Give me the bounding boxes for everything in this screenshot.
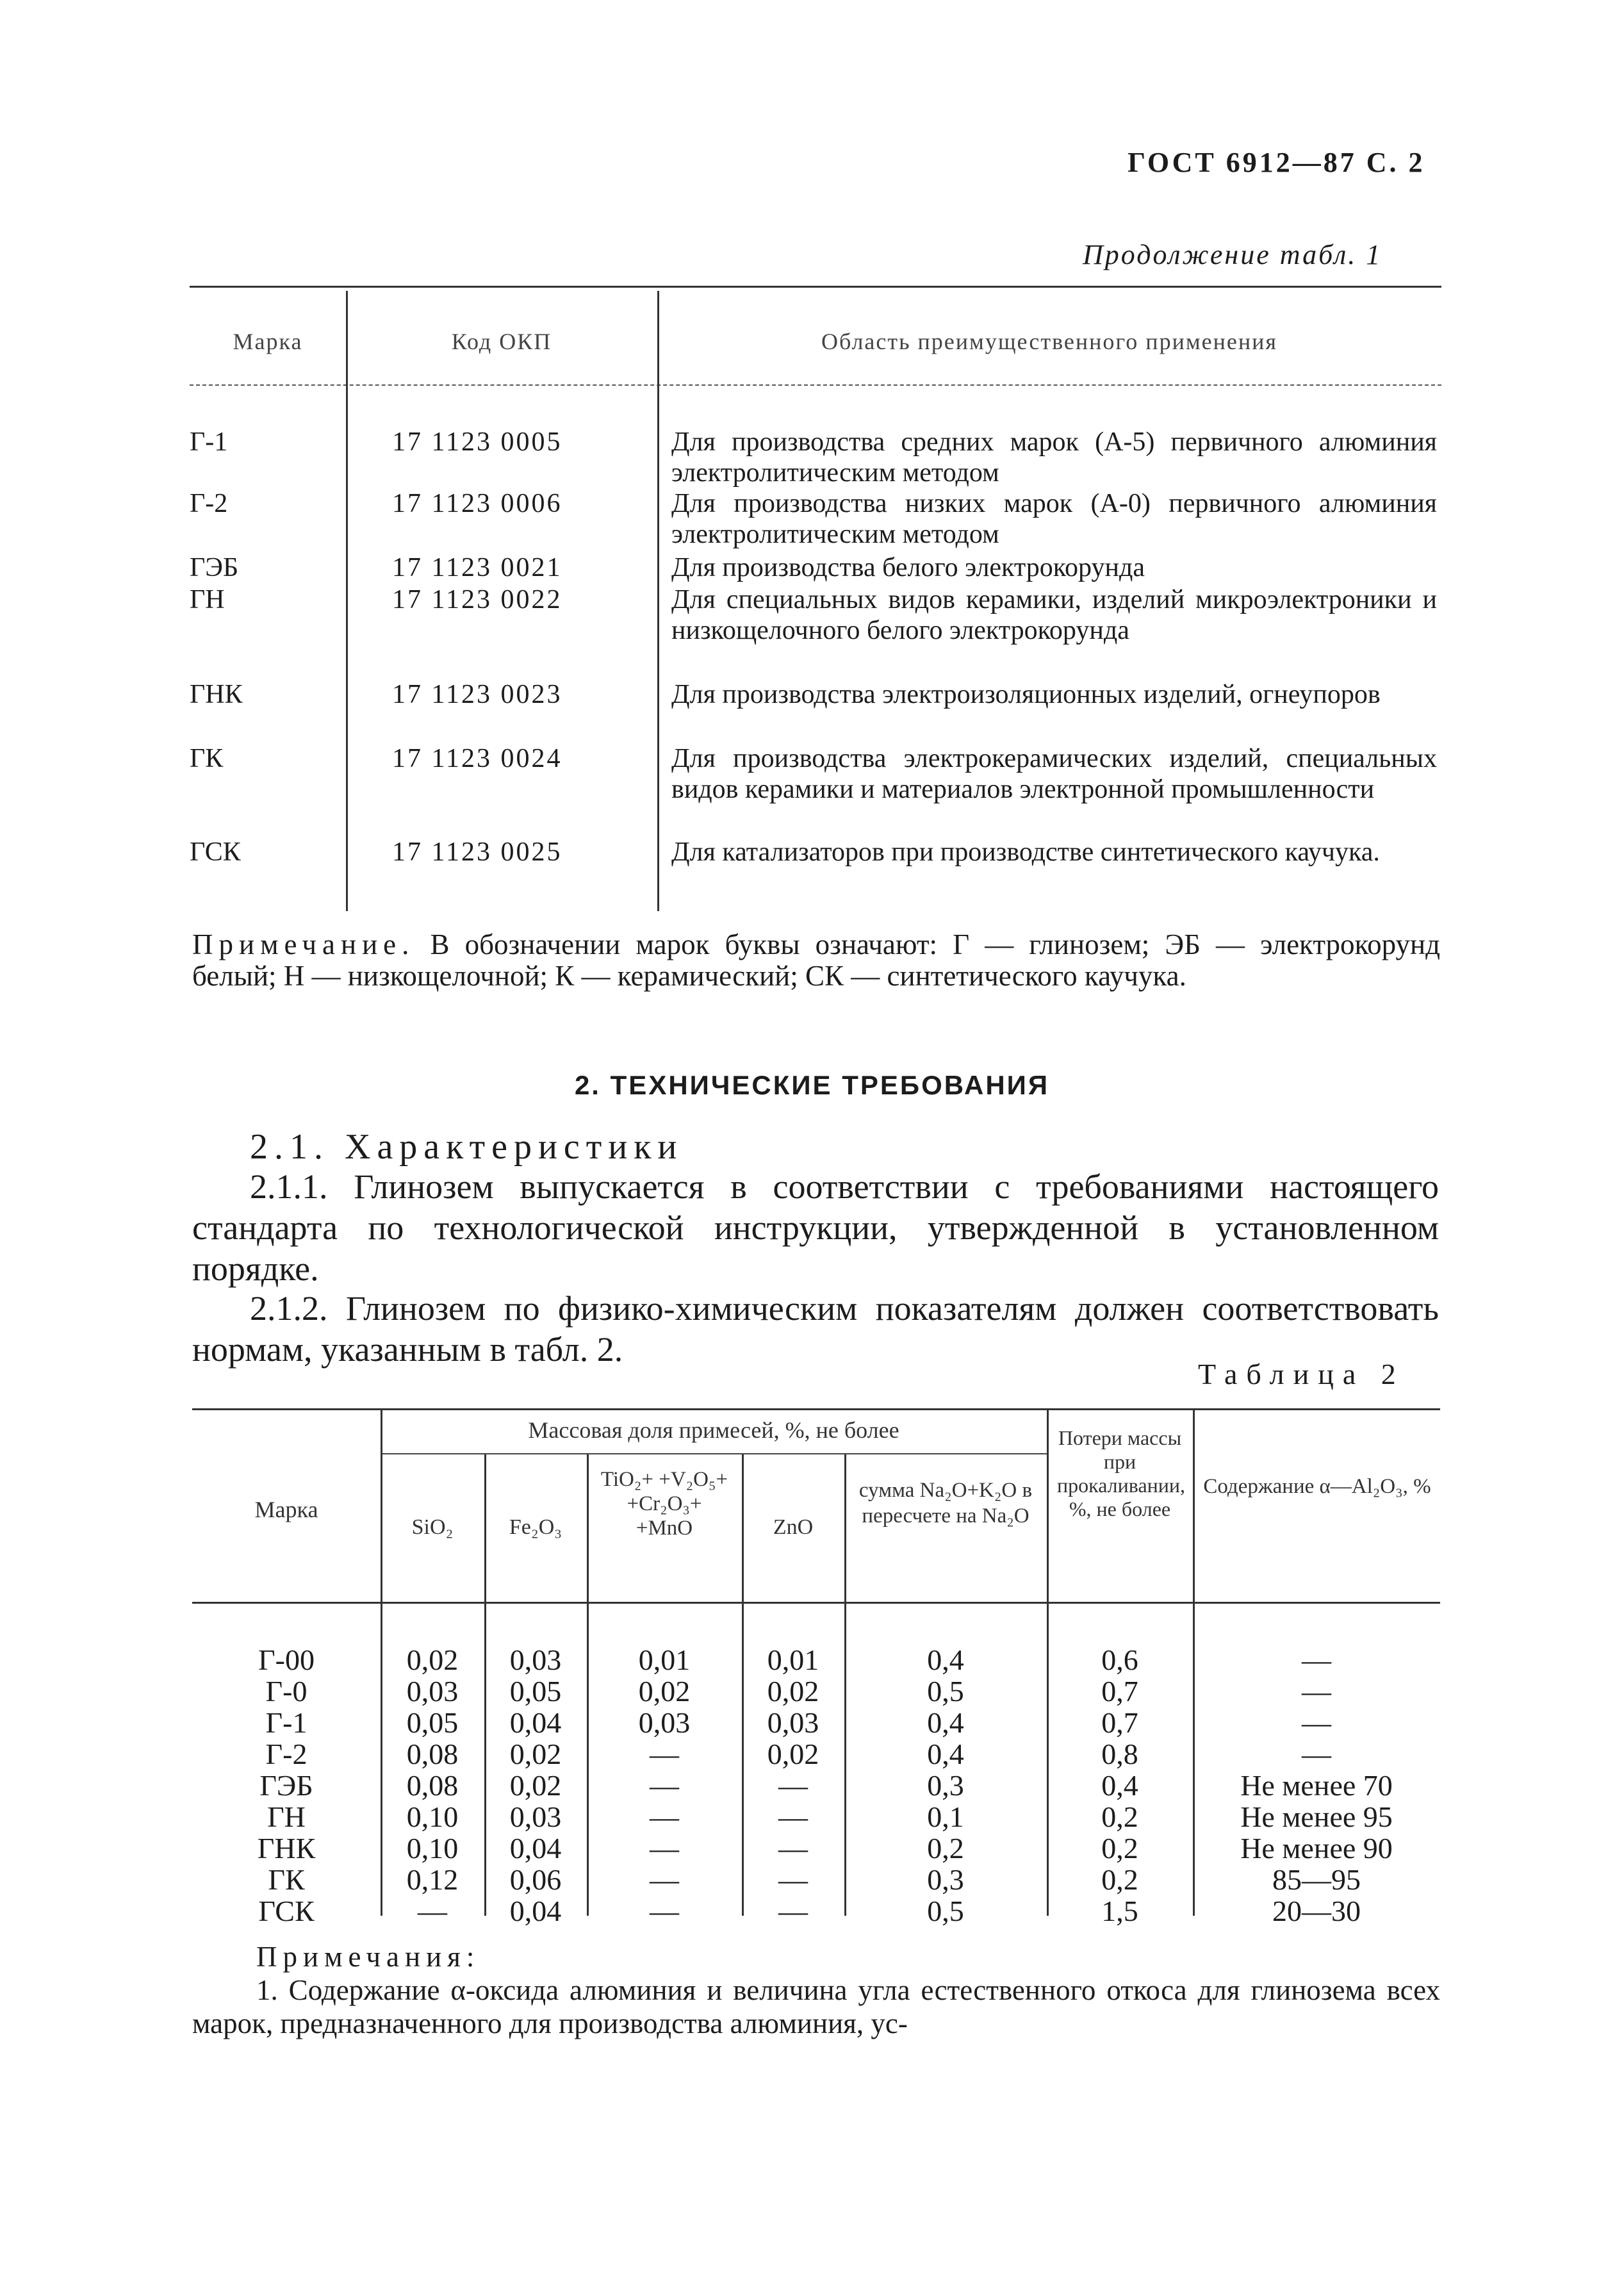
table2-notes [192, 1940, 1440, 2040]
table2-cell: 0,10 [406, 1832, 459, 1865]
table2-top-rule [192, 1408, 1440, 1410]
table1-mark: Г-2 [190, 489, 228, 518]
table1-mark: ГН [190, 585, 225, 614]
table2-cell: Не менее 70 [1240, 1769, 1393, 1802]
table2-cell: 0,04 [509, 1832, 562, 1865]
table1-area: Для производства средних марок (А-5) первичного алюминия электролитическим методом [671, 427, 1437, 488]
table1-header-code: Код ОКП [451, 329, 552, 354]
table2-header-alpha: Содержание α—Al₂O₃, % [1203, 1475, 1431, 1498]
table-continuation-label: Продолжение табл. 1 [1083, 239, 1382, 270]
table1-area: Для специальных видов керамики, изделий микроэлектроники и низкощелочного белого электрокорунда [671, 585, 1437, 645]
table2-cell: 0,8 [1101, 1738, 1138, 1770]
table2-cell: — [1302, 1675, 1331, 1708]
table2-cell-mark: ГК [268, 1863, 305, 1896]
table2-cell: 0,06 [509, 1863, 562, 1896]
table2-cell: — [778, 1769, 808, 1802]
table2-cell: 0,03 [767, 1706, 819, 1739]
table1-code: 17 1123 0025 [392, 837, 562, 867]
table1-area: Для производства электроизоляционных изделий, огнеупоров [671, 680, 1381, 709]
paragraph-2-1-1: 2.1.1. Глинозем выпускается в соответствии с требованиями настоящего стандарта по технологической инструкции, утвержденной в установленном порядке. [192, 1167, 1439, 1288]
table2-cell: 0,2 [927, 1832, 964, 1865]
table2-cell: 0,08 [406, 1738, 459, 1770]
note-label: Примечание. [192, 928, 415, 960]
table1-col-divider-2 [657, 291, 659, 911]
document-code: ГОСТ 6912—87 С. 2 [1128, 147, 1425, 178]
table1-code: 17 1123 0021 [392, 553, 562, 582]
table1-mark: ГНК [190, 680, 243, 709]
table2-cell: — [778, 1800, 808, 1833]
table2-cell: 0,4 [927, 1643, 964, 1676]
table2-cell-mark: Г-1 [265, 1706, 308, 1739]
table1-mark: ГСК [190, 837, 241, 867]
table2-cell-mark: ГНК [257, 1832, 316, 1865]
table1-mark: ГЭБ [190, 553, 239, 582]
table2-header-tio2: TiO₂+ +V₂O₅+ +Cr₂O₃+ +MnO [600, 1468, 728, 1540]
table2-cell: 0,12 [406, 1863, 459, 1896]
table2-cell: Не менее 95 [1240, 1800, 1393, 1833]
table1-code: 17 1123 0022 [392, 585, 562, 614]
table2-cell: 0,3 [927, 1863, 964, 1896]
table1-area: Для производства низких марок (А-0) первичного алюминия электролитическим методом [671, 489, 1437, 549]
table2-cell: — [418, 1895, 447, 1927]
table2-cell: 0,01 [638, 1643, 691, 1676]
table2-cell: 0,4 [927, 1706, 964, 1739]
table2-cell: 0,7 [1101, 1675, 1138, 1708]
table2-header-rule [192, 1602, 1440, 1604]
table2-cell: 0,03 [406, 1675, 459, 1708]
table2-cell: 0,2 [1101, 1832, 1138, 1865]
table2-cell: 0,02 [509, 1769, 562, 1802]
section-title: 2. ТЕХНИЧЕСКИЕ ТРЕБОВАНИЯ [574, 1070, 1050, 1100]
table2-cell: 0,04 [509, 1895, 562, 1927]
table2-cell: — [1302, 1738, 1331, 1770]
table2-cell: 0,05 [406, 1706, 459, 1739]
table2-cell: 0,2 [1101, 1863, 1138, 1896]
table2-cell: 0,6 [1101, 1643, 1138, 1676]
table2-cell: 0,02 [509, 1738, 562, 1770]
table2-cell: — [650, 1863, 679, 1896]
table2-header-mark: Марка [254, 1497, 318, 1522]
table1-area: Для катализаторов при производстве синтетического каучука. [671, 837, 1380, 867]
table2-cell: 0,4 [1101, 1769, 1138, 1802]
table2-cell: 0,5 [927, 1675, 964, 1708]
table2-cell: 0,02 [638, 1675, 691, 1708]
table2-cell: — [1302, 1643, 1331, 1676]
table2-cell: 0,03 [509, 1643, 562, 1676]
table2-cell: — [778, 1863, 808, 1896]
table2-cell: — [650, 1832, 679, 1865]
table1-mark: Г-1 [190, 427, 228, 457]
table1-code: 17 1123 0006 [392, 489, 562, 518]
table2-cell: — [650, 1738, 679, 1770]
table2-cell: 0,03 [638, 1706, 691, 1739]
table2-cell: 0,10 [406, 1800, 459, 1833]
table1-col-divider-1 [346, 291, 348, 911]
table2-cell: 0,5 [927, 1895, 964, 1927]
table1-code: 17 1123 0024 [392, 744, 562, 773]
table2-cell: 0,4 [927, 1738, 964, 1770]
notes-label: Примечания: [256, 1941, 480, 1973]
table2-cell: — [650, 1800, 679, 1833]
table1-top-rule [190, 286, 1441, 288]
table2-cell-mark: Г-00 [258, 1643, 315, 1676]
table2-cell-mark: Г-0 [265, 1675, 308, 1708]
table2-cell: — [650, 1895, 679, 1927]
table2-cell-mark: ГЭБ [259, 1769, 313, 1802]
notes-text: 1. Содержание α-оксида алюминия и величина угла естественного откоса для глинозема всех марок, предназначенного для производства алюминия, ус- [192, 1974, 1440, 2039]
table2-caption: Таблица 2 [1198, 1358, 1405, 1390]
table2-cell: 85—95 [1272, 1863, 1361, 1896]
table2-cell: 0,01 [767, 1643, 819, 1676]
table2-cell: 20—30 [1272, 1895, 1361, 1927]
table1-header-mark: Марка [233, 329, 303, 354]
subsection-title: 2.1. Характеристики [250, 1127, 684, 1167]
table2-cell: — [650, 1769, 679, 1802]
table1-area: Для производства белого электрокорунда [671, 553, 1145, 582]
table2-cell: 0,03 [509, 1800, 562, 1833]
table2-cell: 0,7 [1101, 1706, 1138, 1739]
table1-header-rule [190, 384, 1441, 386]
table1-area: Для производства электрокерамических изделий, специальных видов керамики и материалов электронной промышленности [671, 744, 1437, 804]
table2-header-group: Массовая доля примесей, %, не более [528, 1417, 899, 1443]
table2-cell: — [778, 1895, 808, 1927]
table2-cell: — [778, 1832, 808, 1865]
paragraph-2-1-2: 2.1.2. Глинозем по физико-химическим показателям должен соответствовать нормам, указанным в табл. 2. [192, 1289, 1439, 1369]
note-text: В обозначении марок буквы означают: Г — глинозем; ЭБ — электрокорунд белый; Н — низкощелочной; К — керамический; СК — синтетического каучука. [192, 928, 1441, 992]
table2-cell: 0,04 [509, 1706, 562, 1739]
table2-header-fe2o3: Fe₂O₃ [509, 1515, 562, 1539]
table2-cell: 0,02 [767, 1738, 819, 1770]
table2-cell: 0,02 [767, 1675, 819, 1708]
table2-header-sio2: SiO₂ [411, 1515, 454, 1539]
table2-cell: 1,5 [1101, 1895, 1138, 1927]
table2-group-rule [381, 1453, 1047, 1454]
table2-cell: 0,2 [1101, 1800, 1138, 1833]
table2-cell: Не менее 90 [1240, 1832, 1393, 1865]
table2-cell: 0,02 [406, 1643, 459, 1676]
table2-header-loss: Потери массы при прокаливании, %, не более [1057, 1426, 1186, 1520]
table2-cell-mark: ГСК [258, 1895, 315, 1927]
table2-cell: 0,3 [927, 1769, 964, 1802]
table2-cell: — [1302, 1706, 1331, 1739]
table2-cell: 0,08 [406, 1769, 459, 1802]
table1-note [192, 929, 1440, 992]
table2-cell: 0,05 [509, 1675, 562, 1708]
table2-cell-mark: Г-2 [265, 1738, 308, 1770]
table1-code: 17 1123 0023 [392, 680, 562, 709]
table2-cell: 0,1 [927, 1800, 964, 1833]
table1-header-area: Область преимущественного применения [821, 329, 1277, 354]
table1-code: 17 1123 0005 [392, 427, 562, 457]
table2-header-na2o: сумма Na₂O+K₂O в пересчете на Na₂O [858, 1479, 1033, 1527]
table2-header-zno: ZnO [773, 1515, 814, 1539]
table2-cell-mark: ГН [267, 1800, 306, 1833]
table1-mark: ГК [190, 744, 224, 773]
